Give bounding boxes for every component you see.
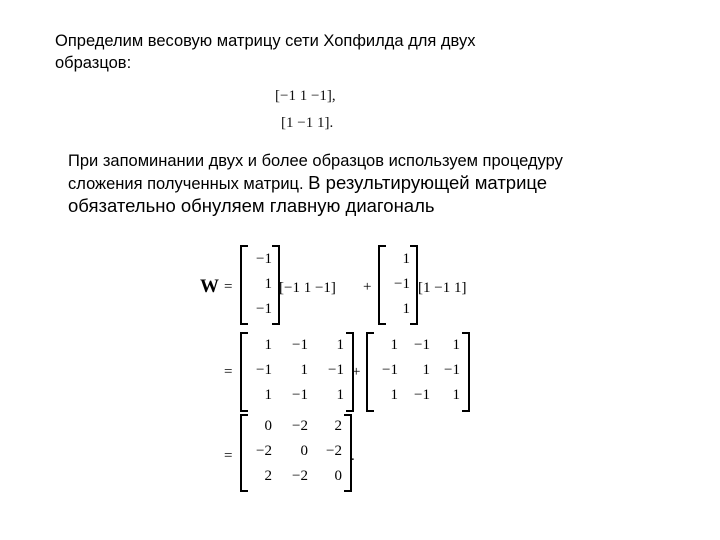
m1-r0-c0: 1 xyxy=(264,337,272,353)
plus-sign-2: + xyxy=(352,364,361,380)
note-paragraph xyxy=(68,150,563,217)
m2-r1-c0: −1 xyxy=(382,362,398,378)
res-r2-c0: 2 xyxy=(264,468,272,484)
res-r0-c1: −2 xyxy=(292,418,308,434)
col1-cell-1: 1 xyxy=(264,276,272,292)
plus-sign-1: + xyxy=(363,279,372,295)
m2-r2-c1: −1 xyxy=(414,387,430,403)
note-line-1: При запоминании двух и более образцов используем процедуру xyxy=(68,152,563,170)
res-r1-c0: −2 xyxy=(256,443,272,459)
m1-r1-c1: 1 xyxy=(300,362,308,378)
m2-r0-c0: 1 xyxy=(390,337,398,353)
res-r0-c2: 2 xyxy=(334,418,342,434)
m2-r2-c2: 1 xyxy=(452,387,460,403)
m1-r2-c2: 1 xyxy=(336,387,344,403)
equals-sign-2: = xyxy=(224,364,233,380)
col2-cell-1: −1 xyxy=(394,276,410,292)
column-vector-2 xyxy=(378,245,418,325)
m2-r2-c0: 1 xyxy=(390,387,398,403)
column-vector-1 xyxy=(240,245,280,325)
row-vector-1: [−1 1 −1] xyxy=(279,280,336,296)
m2-r0-c2: 1 xyxy=(452,337,460,353)
m1-r2-c0: 1 xyxy=(264,387,272,403)
res-r2-c1: −2 xyxy=(292,468,308,484)
col2-cell-0: 1 xyxy=(402,251,410,267)
heading-line-1: Определим весовую матрицу сети Хопфилда для двух xyxy=(55,32,476,50)
res-r2-c2: 0 xyxy=(334,468,342,484)
m1-r1-c0: −1 xyxy=(256,362,272,378)
note-line-2 xyxy=(68,172,563,195)
col2-cell-2: 1 xyxy=(402,301,410,317)
matrix-2 xyxy=(366,332,470,412)
m2-r1-c1: 1 xyxy=(422,362,430,378)
row-vector-2: [1 −1 1] xyxy=(418,280,467,296)
note-line-2-a: сложения полученных матриц. xyxy=(68,175,309,193)
matrix-1 xyxy=(240,332,354,412)
m1-r1-c2: −1 xyxy=(328,362,344,378)
note-line-3: обязательно обнуляем главную диагональ xyxy=(68,195,435,216)
m1-r2-c1: −1 xyxy=(292,387,308,403)
final-period: . xyxy=(351,448,355,464)
m1-r0-c2: 1 xyxy=(336,337,344,353)
heading-line-2: образцов: xyxy=(55,54,132,72)
equals-sign-3: = xyxy=(224,448,233,464)
m2-r0-c1: −1 xyxy=(414,337,430,353)
result-matrix xyxy=(240,414,352,492)
heading xyxy=(55,30,475,74)
m2-r1-c2: −1 xyxy=(444,362,460,378)
res-r0-c0: 0 xyxy=(264,418,272,434)
col1-cell-0: −1 xyxy=(256,251,272,267)
res-r1-c2: −2 xyxy=(326,443,342,459)
w-label: W xyxy=(200,276,219,297)
sample-vector-2: [1 −1 1]. xyxy=(281,115,334,131)
col1-cell-2: −1 xyxy=(256,301,272,317)
note-line-2-b: В результирующей матрице xyxy=(308,172,548,193)
m1-r0-c1: −1 xyxy=(292,337,308,353)
sample-vector-1: [−1 1 −1], xyxy=(275,88,336,104)
res-r1-c1: 0 xyxy=(300,443,308,459)
equals-sign-1: = xyxy=(224,279,233,295)
